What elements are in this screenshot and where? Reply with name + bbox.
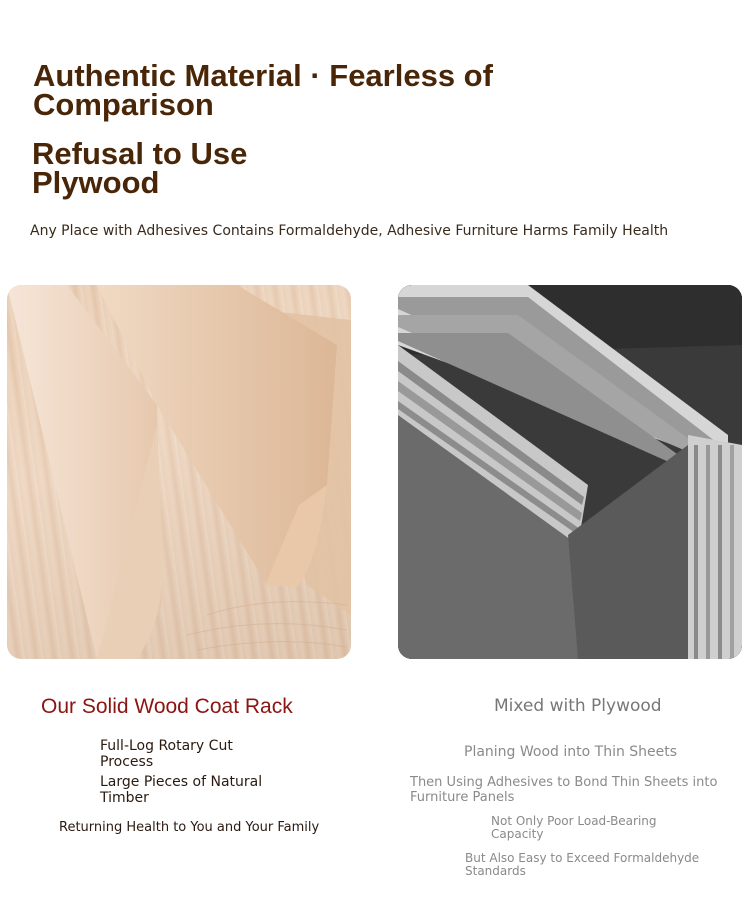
right-point-4-line2: Standards (465, 864, 526, 878)
right-point-4 (465, 852, 699, 878)
right-title: Mixed with Plywood (494, 696, 662, 716)
left-point-3: Returning Health to You and Your Family (59, 820, 320, 835)
right-point-2-line1: Then Using Adhesives to Bond Thin Sheets into (410, 775, 718, 790)
main-title (33, 58, 493, 122)
main-title-line1: Authentic Material · Fearless of (33, 58, 493, 93)
left-point-2 (100, 774, 262, 806)
solid-wood-image (7, 285, 351, 659)
right-point-3 (491, 815, 657, 841)
left-point-1-line2: Process (100, 754, 154, 770)
secondary-title-line2: Plywood (32, 165, 160, 200)
plywood-layers-photo-icon (398, 285, 742, 659)
subtitle: Any Place with Adhesives Contains Formaldehyde, Adhesive Furniture Harms Family Health (30, 223, 669, 239)
right-point-2 (410, 775, 717, 805)
left-point-2-line1: Large Pieces of Natural (100, 774, 263, 790)
plywood-image (398, 285, 742, 659)
secondary-title (32, 136, 248, 200)
right-point-1: Planing Wood into Thin Sheets (464, 744, 678, 760)
secondary-title-line1: Refusal to Use (32, 136, 248, 171)
right-point-4-line1: But Also Easy to Exceed Formaldehyde (465, 851, 700, 865)
solid-wood-boards-photo-icon (7, 285, 351, 659)
left-point-1-line1: Full-Log Rotary Cut (100, 738, 233, 754)
right-point-2-line2: Furniture Panels (410, 790, 515, 805)
main-title-line2: Comparison (33, 87, 214, 122)
right-point-3-line1: Not Only Poor Load-Bearing (491, 814, 657, 828)
left-title: Our Solid Wood Coat Rack (41, 695, 293, 718)
right-point-3-line2: Capacity (491, 827, 544, 841)
left-point-2-line2: Timber (100, 790, 149, 806)
left-point-1 (100, 738, 233, 770)
